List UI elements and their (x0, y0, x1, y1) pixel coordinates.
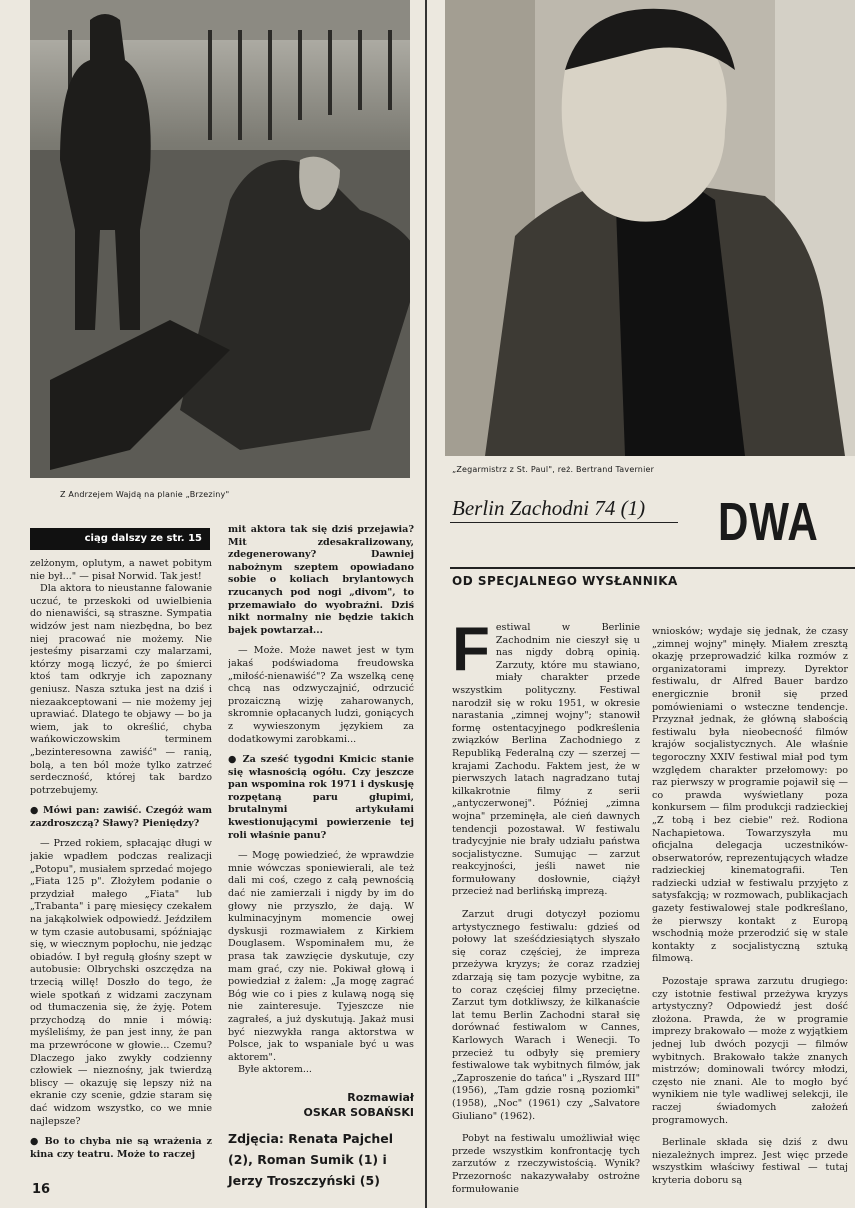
interview-para: — Mogę powiedzieć, że wprawdzie mnie wówczas sponiewierali, ale też dali mi coś, czego z całą pewnością dać nie zamierzali i nigdy by im do głowy nie przyszło, że dają. W kulminacyjnym momencie owej dyskusji rozmawiałem z Kirkiem Douglasem. Wspominałem mu, że prasa tak zawzięcie dyskutuje, czy mam grać, czy nie. Pokiwał głową i powiedział z żalem: „Ja mogę zagrać Bóg wie co i pies z kulawą nogą się nie zainteresuje. Tyjeszcze nie zagrałeś, a już dyskutują. Jakaż musi być niezwykła ranga aktorstwa w Polsce, jak to wspaniale być u was aktorem". (228, 850, 414, 1063)
article-para: wniosków; wydaje się jednak, że czasy „zimnej wojny" minęły. Miałem zresztą okazję przeprowadzić kilka rozmów z organizatorami imprezy. Dyrektor festiwalu, dr Alfred Bauer bardzo energicznie bronił się przed pomówieniami o wsteczne tendencje. Przyznał jednak, że główną słabością festiwalu była nieobecność filmów krajów socjalistycznych. Ale właśnie tegoroczny XXIV festiwal miał pod tym względem charakter przełomowy: po raz pierwszy w programie pojawił się — co prawda wyświetlany poza konkursem — film produkcji radzieckiej „Z tobą i bez ciebie" reż. Rodiona Nachapietowa. Towarzyszyła mu oficjalna delegacja uczestników-obserwatorów, reprezentujących władze radzieckiej kinematografii. Ten radziecki udział w festiwalu przyjęto z satysfakcją; w rozmowach, publikacjach gazety festiwalowej stale podkreślano, że pierwszy kontakt z Europą wschodnią może przerodzić się w stale kontakty z socjalistyczną sztuką filmową. (652, 626, 848, 965)
interview-question: ● Bo to chyba nie są wrażenia z kina czy teatru. Może to raczej (30, 1136, 212, 1160)
article-big-word: DWA (718, 492, 819, 552)
article-column-2 (652, 626, 848, 1198)
column-divider (425, 0, 427, 1208)
interviewer-block (228, 1090, 414, 1120)
page-number: 16 (32, 1182, 51, 1197)
continued-label-box (30, 528, 210, 550)
photo-wajda-on-set (30, 0, 410, 478)
interview-para: Dla aktora to nieustanne falowanie uczuć, te przeskoki od uwielbienia do nienawiści, są straszne. Sympatia widzów jest nam niezbędna, bo bez niej pracować nie możemy. Nie jesteśmy pisarzami czy malarzami, którzy mogą liczyć, że po śmierci ktoś tam odkryje ich zapoznany geniusz. Nasza sztuka jest na dziś i niezaakceptowani — nie możemy jej uprawiać. Dlatego te objawy — bo ja wiem, jak to określić, chyba wańkowiczowskim terminem „bezinteresowna zawiść" — ranią, bolą, a ten ból może tylko zatrzeć serdeczność, której tak bardzo potrzebujemy. (30, 583, 212, 796)
article-para: Pozostaje sprawa zarzutu drugiego: czy istotnie festiwal przeżywa kryzys artystyczny? Odpowiedź jest dość złożona. Prawda, że w programie imprezy brakowało — może z wyjątkiem jednej lub dwóch pozycji — filmów wybitnych. Brakowało także znanych mistrzów; dominowali twórcy młodzi, często nie znani. Ale to mogło być wynikiem nie tyle wadliwej selekcji, ile raczej świadomych założeń programowych. (652, 976, 848, 1126)
article-para: estiwal w Berlinie Zachodnim nie cieszył się u nas nigdy dobrą opinią. Zarzuty, które mu stawiano, miały charakter przede wszystkim polityczny. Festiwal narodził się w roku 1951, w okresie narastania „zimnej wojny"; stanowił formę ostentacyjnego podkreślenia związków Berlina Zachodniego z Republiką Federalną czy — szerzej — krajami Zachodu. Faktem jest, że w pierwszych latach nagradzano tutaj kilkakrotnie filmy z serii „antyczerwonej". Później „zimna wojna" przeminęła, ale cień dawnych tendencji pozostawał. W festiwalu tradycyjnie nie brały udziału państwa socjalistyczne. Sumując — zarzut reakcyjności, jeśli nawet nie formułowany dosłownie, ciążył przecież nad berlińską imprezą. (452, 622, 640, 898)
headline-underline (450, 522, 678, 523)
photo-tavernier-illustration (445, 0, 855, 456)
article-headline: Berlin Zachodni 74 (1) (452, 496, 646, 520)
photo-credits: Zdjęcia: Renata Pajchel (2), Roman Sumik (1) i Jerzy Troszczyński (5) (228, 1131, 394, 1188)
byline-rule (450, 567, 855, 569)
continued-label: ciąg dalszy ze str. 15 (84, 533, 202, 544)
interview-para: Byłe aktorem... (238, 1064, 312, 1076)
interviewer-label: Rozmawiał (347, 1091, 414, 1104)
interview-question: mit aktora tak się dziś przejawia? Mit zdesakralizowany, zdegenerowany? Dawniej nabożnym szeptem opowiadano sobie o koliach brylantowych rzucanych pod nogi „divom", to przemawiało do wyobraźni. Dziś nikt normalny nie będzie takich bajek powtarzał... (228, 524, 414, 636)
right-photo-caption: „Zegarmistrz z St. Paul", reż. Bertrand Tavernier (452, 465, 655, 474)
article-para: Berlinale składa się dziś z dwu niezależnych imprez. Jest więc przede wszystkim właściwy festiwal — tutaj kryteria doboru są (652, 1137, 848, 1186)
interview-para: — Może. Może nawet jest w tym jakaś podświadoma freudowska „miłość-nienawiść"? Za wszelką cenę chcą nas odzwyczajnić, odrzucić prozaiczną wizję zaharowanych, skromnie opłacanych ludzi, goniących z wywieszonym językiem za dodatkowymi zarobkami... (228, 645, 414, 745)
photo-wajda-illustration (30, 0, 410, 478)
article-para: Pobyt na festiwalu umożliwiał więc przede wszystkim konfrontację tych zarzutów z rzeczywistością. Wynik? Przezornośc nakazywałaby ostrożne formułowanie (452, 1133, 640, 1195)
article-para: Zarzut drugi dotyczył poziomu artystycznego festiwalu: gdzieś od połowy lat sześćdziesiątych słyszało się coraz częściej, że impreza przeżywa kryzys; że coraz rzadziej zdarzają się tam pozycje wybitne, za to coraz częściej filmy przeciętne. Zarzut tym dotkliwszy, że kilkanaście lat temu Berlin Zachodni starał się dorównać festiwalom w Cannes, Karlowych Warach i Wenecji. To przecież tu odbyły się premiery festiwalowe tak wybitnych filmów, jak „Zaproszenie do tańca" i „Ryszard III" (1956), „Tam gdzie rosną poziomki" (1958), „Noc" (1961) czy „Salvatore Giuliano" (1962). (452, 909, 640, 1122)
interview-question: ● Mówi pan: zawiść. Czegóż wam zazdroszczą? Sławy? Pieniędzy? (30, 805, 212, 829)
article-byline: OD SPECJALNEGO WYSŁANNIKA (452, 574, 678, 588)
dropcap: F (452, 622, 490, 684)
interview-question: ● Za sześć tygodni Kmicic stanie się własnością ogółu. Czy jeszcze pan wspomina rok 1971 i dyskusję rozpętaną paru głupimi, brutalnymi artykułami kwestionującymi powierzenie tej roli właśnie panu? (228, 754, 414, 841)
interview-column-2 (228, 524, 414, 1084)
interviewer-name: OSKAR SOBAŃSKI (303, 1106, 414, 1119)
interview-para: zelżonym, oplutym, a nawet pobitym nie był..." — pisał Norwid. Tak jest! (30, 558, 212, 582)
left-photo-caption: Z Andrzejem Wajdą na planie „Brzeziny" (60, 490, 230, 499)
interview-para: — Przed rokiem, spłacając długi w jakie wpadłem podczas realizacji „Potopu", musiałem sprzedać mojego „Fiata 125 p". Złożyłem podanie o przydział małego „Fiata" lub „Trabanta" i parę miesięcy czekałem na jakąkolwiek odpowiedź. Jeździłem w tym czasie autobusami, spóźniając się, w wiecznym popłochu, nie jedząc obiadów. I był regułą głośny szept w autobusie: Olbrychski oszczędza na trzecią willę! Doszło do tego, że wiele spotkań z widzami zaczynam od tłumaczenia się, że żyję. Potem przychodzą do mnie i mówią: myśleliśmy, że pan jest inny, że pan ma przewrócone w głowie... Czemu? Dlaczego jako zwykły codzienny człowiek — nieznośny, jak twierdzą bliscy — okazuję się lepszy niż na ekranie czy scenie, gdzie staram się dać widzom wszystko, co we mnie najlepsze? (30, 838, 212, 1127)
article-column-1 (452, 622, 640, 1198)
interview-column-1 (30, 558, 212, 1186)
photo-tavernier-film (445, 0, 855, 456)
